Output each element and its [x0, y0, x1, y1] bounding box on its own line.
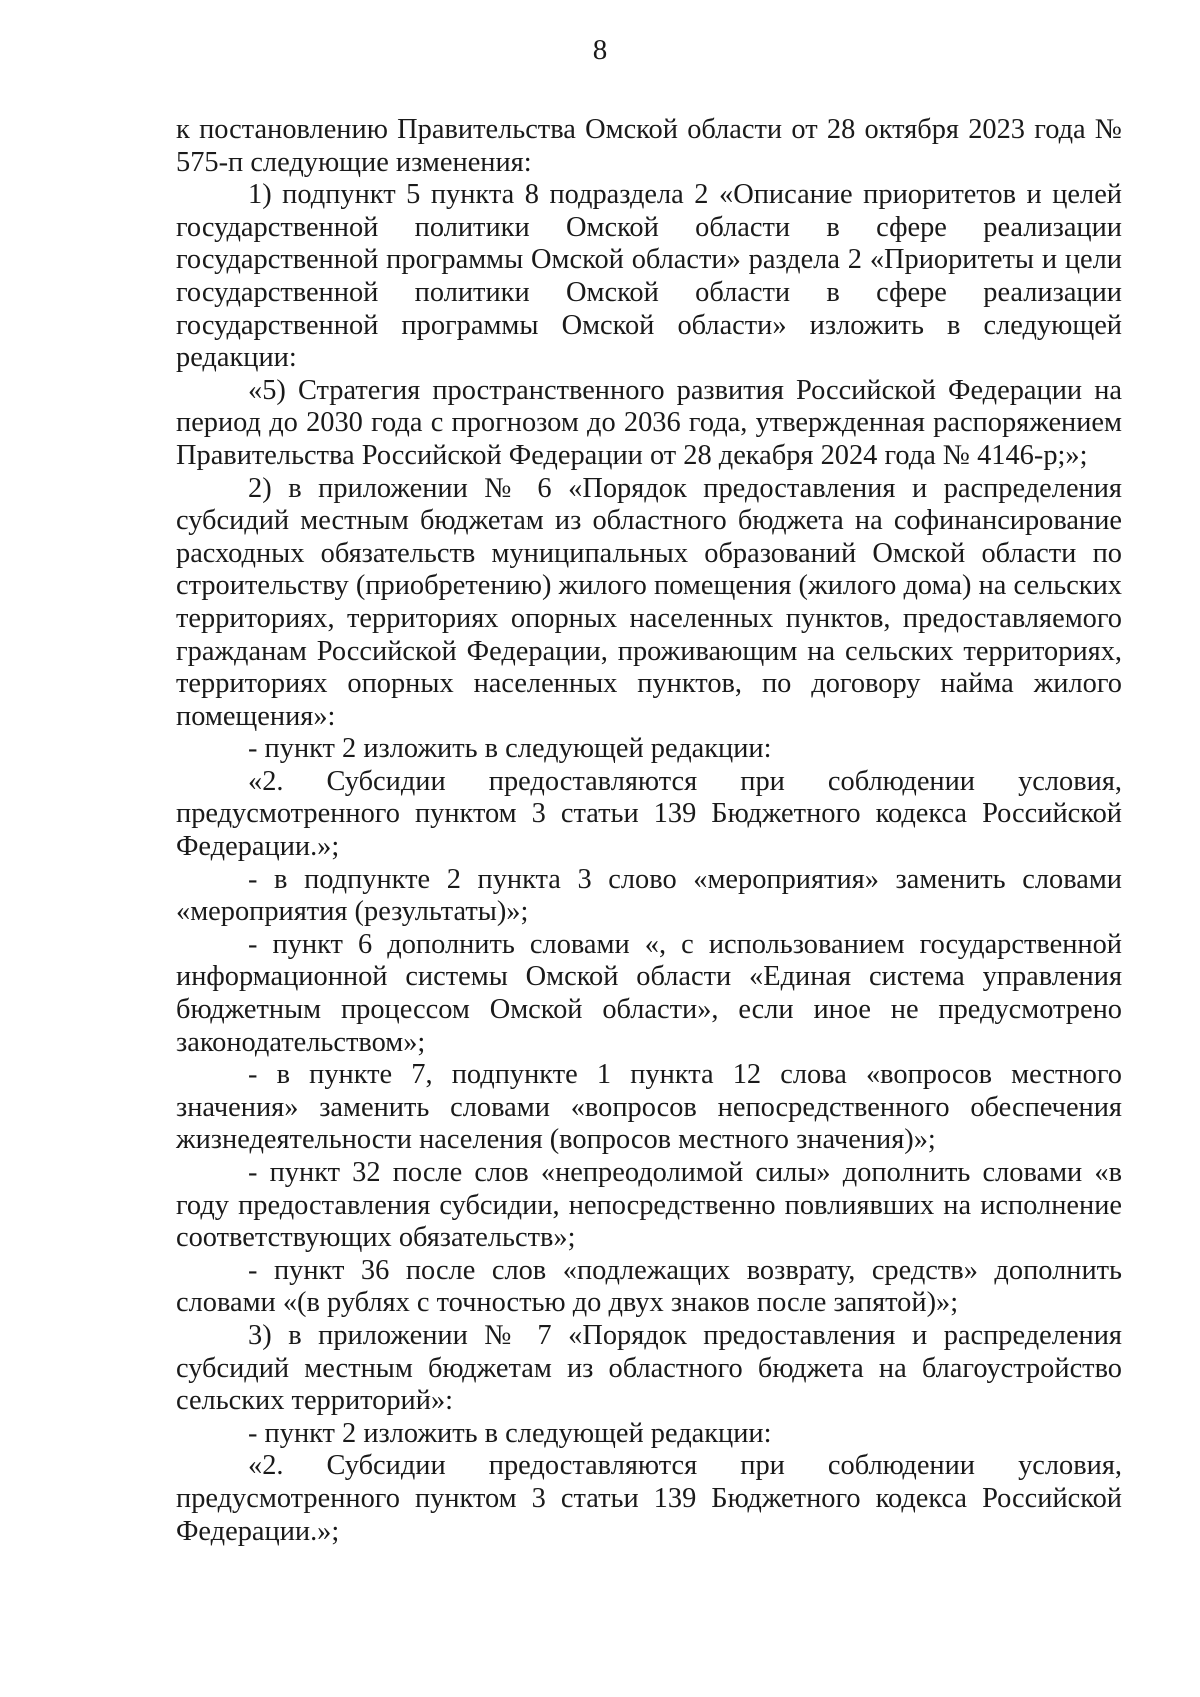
paragraph-item-2-point-3: - в подпункте 2 пункта 3 слово «мероприятия» заменить словами «мероприятия (результаты)»;	[176, 863, 1122, 928]
paragraph-item-3: 3) в приложении № 7 «Порядок предоставления и распределения субсидий местным бюджетам из областного бюджета на благоустройство сельских территорий»:	[176, 1319, 1122, 1417]
paragraph-item-3-point-2: - пункт 2 изложить в следующей редакции:	[248, 1417, 772, 1449]
paragraph-item-2-point-36: - пункт 36 после слов «подлежащих возврату, средств» дополнить словами «(в рублях с точностью до двух знаков после запятой)»;	[176, 1254, 1122, 1319]
paragraph-item-2-point-2: - пункт 2 изложить в следующей редакции:	[248, 733, 772, 765]
paragraph-item-3-point-2-new-text: «2. Субсидии предоставляются при соблюдении условия, предусмотренного пунктом 3 статьи 139 Бюджетного кодекса Российской Федерации.»;	[176, 1450, 1122, 1547]
paragraph-item-2-point-6: - пункт 6 дополнить словами «, с использованием государственной информационной системы Омской области «Единая система управления бюджетным процессом Омской области», если иное не предусмотрено законодательством»;	[176, 928, 1122, 1058]
document-body	[176, 114, 1122, 1548]
paragraph-item-2-point-32: - пункт 32 после слов «непреодолимой силы» дополнить словами «в году предоставления субсидии, непосредственно повлиявших на исполнение соответствующих обязательств»;	[176, 1157, 1122, 1254]
paragraph-item-2-point-7-12: - в пункте 7, подпункте 1 пункта 12 слова «вопросов местного значения» заменить словами «вопросов непосредственного обеспечения жизнедеятельности населения (вопросов местного значения)»;	[176, 1059, 1122, 1156]
paragraph-item-2: 2) в приложении № 6 «Порядок предоставления и распределения субсидий местным бюджетам из областного бюджета на софинансирование расходных обязательств муниципальных образований Омской области по строительству (приобретению) жилого помещения (жилого дома) на сельских территориях, территориях опорных населенных пунктов, предоставляемого гражданам Российской Федерации, проживающим на сельских территориях, территориях опорных населенных пунктов, по договору найма жилого помещения»:	[176, 472, 1122, 732]
page-number: 8	[592, 34, 608, 66]
paragraph-item-1: 1) подпункт 5 пункта 8 подраздела 2 «Описание приоритетов и целей государственной политики Омской области в сфере реализации государственной программы Омской области» раздела 2 «Приоритеты и цели государственной политики Омской области в сфере реализации государственной программы Омской области» изложить в следующей редакции:	[176, 179, 1122, 374]
paragraph-item-1-new-text: «5) Стратегия пространственного развития Российской Федерации на период до 2030 года с прогнозом до 2036 года, утвержденная распоряжением Правительства Российской Федерации от 28 декабря 2024 года № 4146-р;»;	[176, 374, 1122, 471]
paragraph-intro-continuation: к постановлению Правительства Омской области от 28 октября 2023 года № 575-п следующие изменения:	[176, 114, 1122, 178]
paragraph-item-2-point-2-new-text: «2. Субсидии предоставляются при соблюдении условия, предусмотренного пунктом 3 статьи 139 Бюджетного кодекса Российской Федерации.»;	[176, 765, 1122, 863]
